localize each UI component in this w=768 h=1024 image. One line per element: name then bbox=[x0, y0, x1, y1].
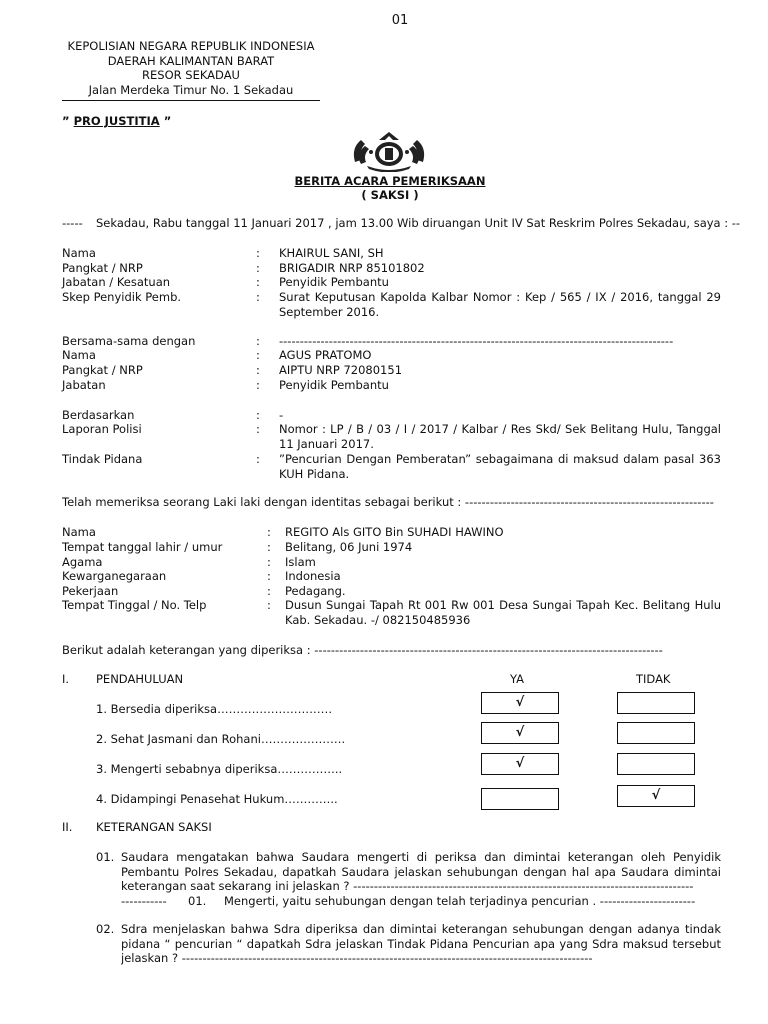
letterhead-line-1: KEPOLISIAN NEGARA REPUBLIK INDONESIA bbox=[67, 39, 315, 53]
answer-1-number: 01. bbox=[188, 894, 207, 908]
document-title: BERITA ACARA PEMERIKSAAN bbox=[294, 174, 486, 188]
prelim-item-1: 1. Bersedia diperiksa………………………… bbox=[96, 702, 333, 716]
letterhead-address: Jalan Merdeka Timur No. 1 Sekadau bbox=[88, 82, 294, 97]
column-no-header: TIDAK bbox=[636, 672, 671, 686]
column-yes-header: YA bbox=[510, 672, 524, 686]
examined-intro: Telah memeriksa seorang Laki laki dengan identitas sebagai berikut : ------------------------------------------------------------ bbox=[62, 495, 714, 509]
section-1-number: I. bbox=[62, 672, 70, 686]
question-1-text: Saudara mengatakan bahwa Saudara mengerti di periksa dan dimintai keterangan oleh Penyidik Pembantu Polres Sekadau, dapatkah Saudara jelaskan sehubungan dengan hal apa Saudara dimintai keterangan saat sekarang ini jelaskan ? ---------------------------------------------------------------------------------- bbox=[121, 850, 721, 893]
intro-dash: ----- bbox=[62, 216, 83, 230]
prelim-3-yes-box: √ bbox=[481, 753, 559, 775]
prelim-2-no-box bbox=[617, 722, 695, 744]
question-2-number: 02. bbox=[96, 922, 115, 936]
prelim-3-no-box bbox=[617, 753, 695, 775]
question-1-number: 01. bbox=[96, 850, 115, 864]
prelim-1-no-box bbox=[617, 692, 695, 714]
question-2-text: Sdra menjelaskan bahwa Sdra diperiksa dan dimintai keterangan sehubungan dengan adanya tindak pidana “ pencurian “ dapatkah Sdra jelaskan Tindak Pidana Pencurian apa yang Sdra maksud tersebut jelaskan ? --------------------------------------------------------------------------------------------------- bbox=[121, 922, 721, 965]
letterhead-line-3: RESOR SEKADAU bbox=[142, 68, 240, 82]
section-1-title: PENDAHULUAN bbox=[96, 672, 184, 686]
prelim-1-yes-box: √ bbox=[481, 692, 559, 714]
prelim-4-no-box: √ bbox=[617, 785, 695, 807]
statement-intro: Berikut adalah keterangan yang diperiksa : ------------------------------------------------------------------------------------ bbox=[62, 643, 663, 657]
letterhead-line-2: DAERAH KALIMANTAN BARAT bbox=[107, 53, 275, 68]
prelim-4-yes-box bbox=[481, 788, 559, 810]
section-2-number: II. bbox=[62, 820, 73, 834]
prelim-item-2: 2. Sehat Jasmani dan Rohani…………………. bbox=[96, 732, 346, 746]
police-emblem-icon bbox=[347, 130, 431, 172]
prelim-2-yes-box: √ bbox=[481, 722, 559, 744]
pro-justitia: ” PRO JUSTITIA ” bbox=[62, 114, 172, 128]
document-subtitle: ( SAKSI ) bbox=[361, 188, 419, 202]
page-number: 01 bbox=[391, 13, 409, 28]
letterhead bbox=[60, 39, 322, 97]
prelim-item-4: 4. Didampingi Penasehat Hukum………….. bbox=[96, 792, 338, 806]
answer-1-dash: ----------- bbox=[121, 894, 167, 908]
section-2-title: KETERANGAN SAKSI bbox=[96, 820, 212, 834]
answer-1-text: Mengerti, yaitu sehubungan dengan telah terjadinya pencurian . ----------------------- bbox=[224, 894, 696, 908]
letterhead-divider bbox=[62, 100, 320, 101]
prelim-item-3: 3. Mengerti sebabnya diperiksa…………….. bbox=[96, 762, 343, 776]
intro-text: Sekadau, Rabu tanggal 11 Januari 2017 , jam 13.00 Wib diruangan Unit IV Sat Reskrim Polres Sekadau, saya : -- bbox=[96, 216, 741, 230]
